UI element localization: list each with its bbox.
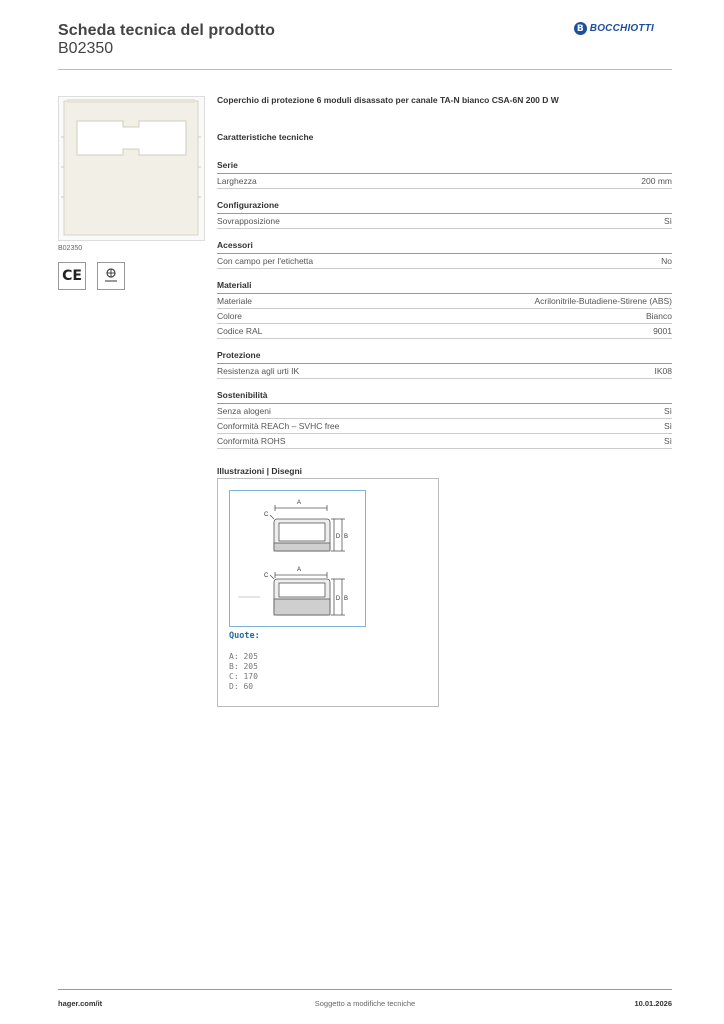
brand-name: BOCCHIOTTI xyxy=(589,23,654,34)
spec-label: Sovrapposizione xyxy=(217,216,280,226)
dim-label-b: B xyxy=(343,534,349,540)
page-header xyxy=(58,22,672,70)
spec-value: IK08 xyxy=(654,366,672,376)
dim-label-d: D xyxy=(335,534,341,540)
product-description: Coperchio di protezione 6 moduli disassato per canale TA-N bianco CSA-6N 200 D W xyxy=(217,95,559,105)
product-code: B02350 xyxy=(58,40,114,57)
spec-group-protezione xyxy=(217,350,672,379)
footer-website: hager.com/it xyxy=(58,999,103,1008)
spec-group-title: Materiali xyxy=(217,280,672,294)
spec-group-configurazione xyxy=(217,200,672,229)
spec-label: Materiale xyxy=(217,296,252,306)
spec-label: Conformità REACh – SVHC free xyxy=(217,421,340,431)
product-cover-icon xyxy=(59,97,204,240)
spec-group-title: Protezione xyxy=(217,350,672,364)
dim-label-a: A xyxy=(296,567,302,573)
spec-row xyxy=(217,404,672,419)
dim-label-d: D xyxy=(335,596,341,602)
spec-value: 200 mm xyxy=(641,176,672,186)
footer-disclaimer: Soggetto a modifiche tecniche xyxy=(314,999,416,1008)
spec-label: Larghezza xyxy=(217,176,257,186)
spec-row xyxy=(217,294,672,309)
spec-label: Codice RAL xyxy=(217,326,263,336)
dimension-drawing-icon xyxy=(230,491,365,626)
spec-row xyxy=(217,324,672,339)
spec-group-sostenibilita xyxy=(217,390,672,449)
spec-value: Sì xyxy=(663,216,672,226)
quote-item: B: 205 xyxy=(229,662,258,671)
image-caption: B02350 xyxy=(58,245,83,252)
spec-row xyxy=(217,174,672,189)
spec-value: Sì xyxy=(663,436,672,446)
technical-drawing xyxy=(217,478,439,707)
spec-value: Sì xyxy=(663,406,672,416)
quotes-list xyxy=(229,652,258,692)
spec-label: Conformità ROHS xyxy=(217,436,286,446)
spec-value: Sì xyxy=(663,421,672,431)
spec-value: Acrilonitrile-Butadiene-Stirene (ABS) xyxy=(534,296,672,306)
spec-section-title: Caratteristiche tecniche xyxy=(217,132,314,142)
spec-row xyxy=(217,309,672,324)
dim-label-c: C xyxy=(264,512,269,518)
spec-row xyxy=(217,364,672,379)
spec-value: 9001 xyxy=(653,326,672,336)
quotes-title: Quote: xyxy=(229,631,260,641)
quote-item: C: 170 xyxy=(229,672,258,681)
spec-group-title: Serie xyxy=(217,160,672,174)
footer-date: 10.01.2026 xyxy=(634,999,672,1008)
illustrations-title: Illustrazioni | Disegni xyxy=(217,466,303,476)
spec-label: Senza alogeni xyxy=(217,406,271,416)
dim-label-b: B xyxy=(343,596,349,602)
drawing-frame xyxy=(229,490,366,627)
quote-item: A: 205 xyxy=(229,652,258,661)
product-image xyxy=(58,96,205,241)
spec-row xyxy=(217,434,672,449)
spec-value: No xyxy=(661,256,672,266)
page-title: Scheda tecnica del prodotto xyxy=(58,22,275,39)
brand-logo xyxy=(574,22,654,35)
brand-logo-icon: B xyxy=(574,22,587,35)
page-footer xyxy=(58,989,672,1010)
spec-group-title: Acessori xyxy=(217,240,672,254)
spec-value: Bianco xyxy=(646,311,672,321)
spec-label: Colore xyxy=(217,311,243,321)
spec-group-serie xyxy=(217,160,672,189)
spec-row xyxy=(217,214,672,229)
spec-group-acessori xyxy=(217,240,672,269)
ce-mark-icon: CE xyxy=(58,262,86,290)
spec-group-title: Configurazione xyxy=(217,200,672,214)
spec-row xyxy=(217,419,672,434)
spec-label: Resistenza agli urti IK xyxy=(217,366,300,376)
quote-item: D: 60 xyxy=(229,682,254,691)
dim-label-a: A xyxy=(296,500,302,506)
spec-label: Con campo per l'etichetta xyxy=(217,256,314,266)
spec-row xyxy=(217,254,672,269)
spec-content xyxy=(217,95,672,476)
spec-group-title: Sostenibilità xyxy=(217,390,672,404)
imq-mark-icon xyxy=(97,262,125,290)
spec-group-materiali xyxy=(217,280,672,339)
dim-label-c: C xyxy=(264,573,269,579)
